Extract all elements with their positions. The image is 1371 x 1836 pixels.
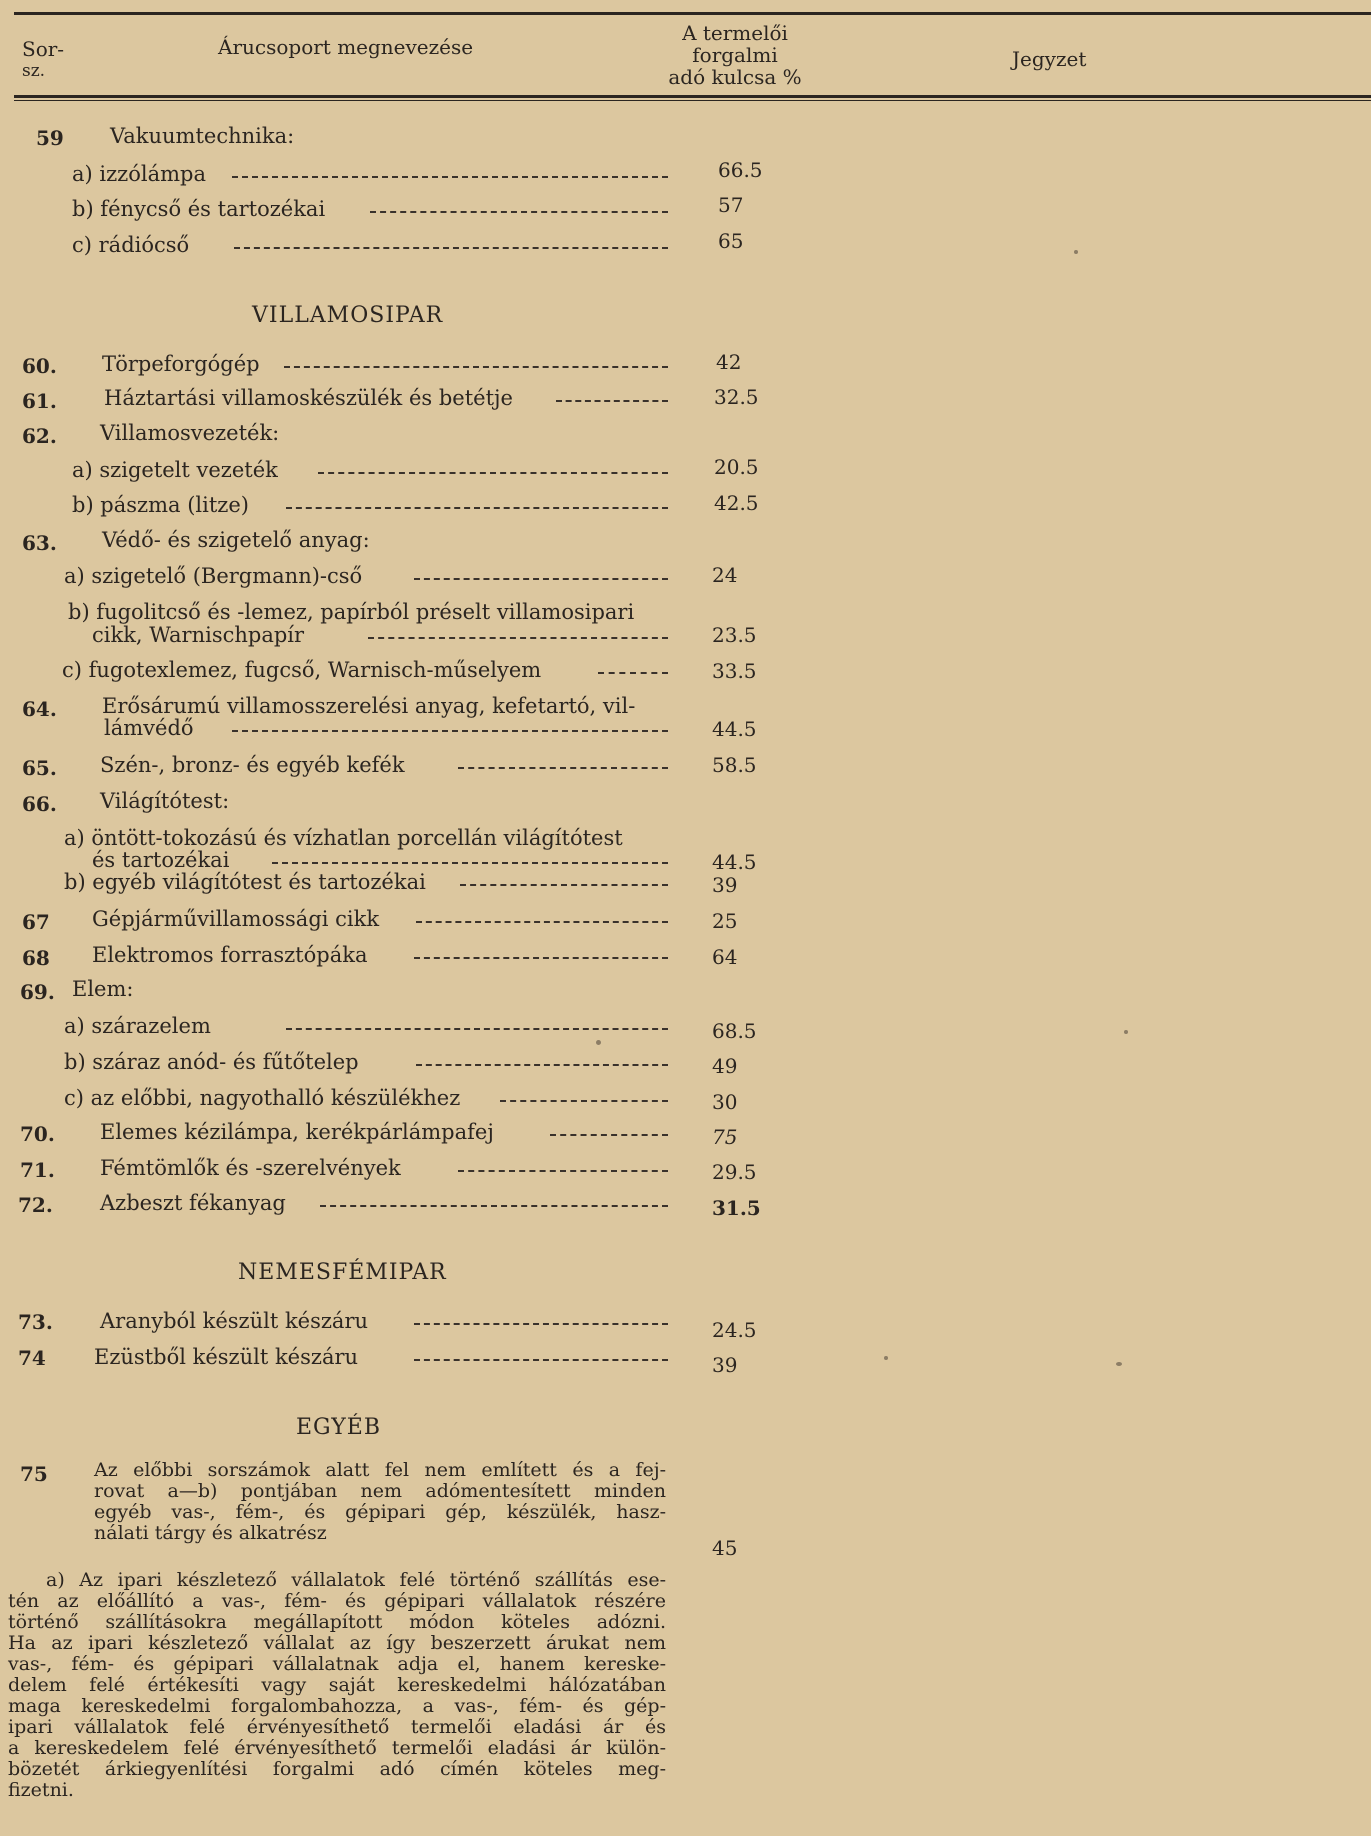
leader-dashes — [234, 247, 668, 249]
row-label: Háztartási villamoskészülék és betétje — [104, 386, 513, 410]
header-bottom-rule — [14, 95, 1371, 98]
row-number: 75 — [20, 1462, 48, 1486]
tax-rate-value: 45 — [712, 1536, 738, 1560]
tax-rate-value: 42 — [716, 350, 742, 374]
tax-rate-value: 39 — [712, 1353, 738, 1377]
section-heading-villamosipar: VILLAMOSIPAR — [252, 303, 444, 328]
tax-rate-value: 68.5 — [712, 1019, 757, 1043]
tax-rate-value: 57 — [718, 193, 744, 217]
row-number: 69. — [20, 980, 55, 1004]
leader-dashes — [550, 1134, 668, 1136]
row-label-continued: és tartozékai — [92, 848, 230, 872]
row-label: a) szárazelem — [64, 1014, 211, 1038]
row-label: b) fénycső és tartozékai — [72, 197, 326, 221]
column-header-number-line1: Sor- — [22, 37, 65, 61]
leader-dashes — [286, 1028, 668, 1030]
leader-dashes — [272, 862, 668, 864]
column-header-number — [22, 38, 64, 82]
row-label: Villamosvezeték: — [100, 421, 280, 445]
column-header-name: Árucsoport megnevezése — [218, 35, 474, 59]
row-label: Törpeforgógép — [102, 352, 260, 376]
footnote-line: a) Az ipari készletező vállalatok felé történő szállítás ese- — [46, 1569, 666, 1591]
paper-speck — [1116, 1362, 1122, 1366]
tax-rate-value: 64 — [712, 945, 738, 969]
tax-rate-value: 33.5 — [712, 659, 757, 683]
header-top-rule — [14, 12, 1371, 15]
row-label: Elemes kézilámpa, kerékpárlámpafej — [100, 1120, 494, 1144]
tax-rate-value: 24 — [712, 563, 738, 587]
description-line: rovat a—b) pontjában nem adómentesített minden — [94, 1480, 666, 1502]
leader-dashes — [370, 211, 668, 213]
row-label: a) szigetelő (Bergmann)-cső — [64, 564, 363, 588]
paper-speck — [1124, 1030, 1128, 1034]
tax-rate-value: 42.5 — [714, 491, 759, 515]
paper-speck — [1074, 250, 1078, 254]
leader-dashes — [414, 578, 668, 580]
leader-dashes — [500, 1100, 668, 1102]
leader-dashes — [368, 637, 668, 639]
leader-dashes — [416, 1064, 668, 1066]
row-label: Azbeszt fékanyag — [100, 1191, 286, 1215]
leader-dashes — [414, 1359, 668, 1361]
tax-rate-value: 24.5 — [712, 1318, 757, 1342]
column-header-rate — [660, 22, 810, 88]
row-label: Elektromos forrasztópáka — [92, 943, 368, 967]
row-number: 74 — [18, 1346, 46, 1370]
row-label: Védő- és szigetelő anyag: — [102, 528, 370, 552]
footnote-a — [8, 1570, 666, 1801]
tax-rate-value: 23.5 — [712, 623, 757, 647]
leader-dashes — [414, 957, 668, 959]
section-heading-egyeb: EGYÉB — [296, 1415, 381, 1440]
row-label: a) öntött-tokozású és vízhatlan porcellán világítótest — [64, 826, 623, 850]
leader-dashes — [416, 921, 668, 923]
leader-dashes — [232, 730, 668, 732]
row-label: Aranyból készült készáru — [100, 1309, 369, 1333]
leader-dashes — [286, 507, 668, 509]
row-number: 64. — [22, 697, 57, 721]
row-label: b) egyéb világítótest és tartozékai — [64, 870, 426, 894]
column-header-rate-line3: adó kulcsa % — [668, 65, 802, 89]
row-label-continued: lámvédő — [104, 716, 194, 740]
row-75-description — [94, 1460, 666, 1544]
footnote-line: maga kereskedelmi forgalombahozza, a vas-, fém- és gép- — [8, 1695, 666, 1717]
column-header-rate-line2: forgalmi — [692, 43, 778, 67]
paper-speck — [596, 1040, 601, 1045]
row-label: Gépjárművillamossági cikk — [92, 907, 380, 931]
column-header-note: Jegyzet — [1012, 47, 1087, 71]
row-label: Elem: — [72, 977, 134, 1001]
row-number: 67 — [22, 910, 50, 934]
leader-dashes — [556, 400, 668, 402]
leader-dashes — [318, 472, 668, 474]
tax-rate-value: 65 — [718, 229, 744, 253]
footnote-line: fizetni. — [8, 1779, 74, 1801]
footnote-line: a kereskedelem felé érvényesíthető termelői eladási ár külön- — [8, 1737, 666, 1759]
row-number: 63. — [22, 531, 57, 555]
row-label-continued: cikk, Warnischpapír — [92, 623, 305, 647]
description-line: egyéb vas-, fém-, és gépipari gép, készülék, hasz- — [94, 1501, 666, 1523]
leader-dashes — [232, 176, 668, 178]
row-label: a) szigetelt vezeték — [72, 458, 278, 482]
footnote-line: Ha az ipari készletező vállalat az így beszerzett árukat nem — [8, 1632, 666, 1654]
tax-rate-value: 32.5 — [714, 385, 759, 409]
row-number: 61. — [22, 389, 57, 413]
row-label: Ezüstből készült készáru — [94, 1345, 359, 1369]
leader-dashes — [284, 366, 668, 368]
row-label: b) fugolitcső és -lemez, papírból préselt villamosipari — [68, 600, 635, 624]
leader-dashes — [414, 1323, 668, 1325]
row-label: Világítótest: — [100, 789, 230, 813]
footnote-line: tén az előállító a vas-, fém- és gépipari vállalatok részére — [8, 1590, 666, 1612]
tax-rate-value: 31.5 — [712, 1196, 761, 1220]
row-number: 60. — [22, 354, 57, 378]
leader-dashes — [458, 767, 668, 769]
tax-rate-value: 29.5 — [712, 1160, 757, 1184]
footnote-line: vas-, fém- és gépipari vállalatnak adja el, hanem kereske- — [8, 1653, 666, 1675]
tax-rate-value: 75 — [712, 1125, 738, 1149]
row-number: 73. — [18, 1310, 53, 1334]
row-number: 66. — [22, 792, 57, 816]
column-header-rate-line1: A termelői — [682, 21, 788, 45]
row-label: Szén-, bronz- és egyéb kefék — [100, 753, 405, 777]
tax-rate-value: 58.5 — [712, 753, 757, 777]
description-line: nálati tárgy és alkatrész — [94, 1522, 327, 1544]
row-label: c) fugotexlemez, fugcső, Warnisch-műselyem — [62, 658, 542, 682]
row-label: Erősárumú villamosszerelési anyag, kefetartó, vil- — [102, 694, 636, 718]
row-label: c) rádiócső — [72, 233, 190, 257]
footnote-line: bözetét árkiegyenlítési forgalmi adó címén köteles meg- — [8, 1758, 666, 1780]
description-line: Az előbbi sorszámok alatt fel nem említett és a fej- — [94, 1459, 666, 1481]
footnote-line: történő szállításokra megállapított módon köteles adózni. — [8, 1611, 666, 1633]
row-label: b) száraz anód- és fűtőtelep — [64, 1050, 359, 1074]
tax-rate-value: 44.5 — [712, 717, 757, 741]
row-number: 70. — [20, 1122, 55, 1146]
row-number: 62. — [22, 424, 57, 448]
row-number: 59 — [36, 126, 64, 150]
column-header-number-line2: sz. — [22, 61, 46, 81]
footnote-line: ipari vállalatok felé érvényesíthető termelői eladási ár és — [8, 1716, 666, 1738]
row-label: a) izzólámpa — [72, 162, 206, 186]
leader-dashes — [598, 672, 668, 674]
tax-rate-value: 25 — [712, 909, 738, 933]
leader-dashes — [320, 1205, 668, 1207]
tax-rate-value: 44.5 — [712, 850, 757, 874]
footnote-line: delem felé értékesíti vagy saját kereskedelmi hálózatában — [8, 1674, 666, 1696]
row-label: b) pászma (litze) — [72, 493, 249, 517]
row-number: 68 — [22, 946, 50, 970]
leader-dashes — [458, 1170, 668, 1172]
tax-rate-value: 39 — [712, 873, 738, 897]
row-number: 71. — [20, 1158, 55, 1182]
row-label: Fémtömlők és -szerelvények — [100, 1156, 401, 1180]
tax-rate-value: 20.5 — [714, 455, 759, 479]
tax-rate-value: 49 — [712, 1054, 738, 1078]
header-bottom-rule-2 — [14, 100, 1371, 101]
row-number: 65. — [22, 756, 57, 780]
section-heading-nemesfemipar: NEMESFÉMIPAR — [238, 1260, 447, 1285]
tax-rate-value: 66.5 — [718, 158, 763, 182]
paper-speck — [884, 1356, 888, 1360]
row-label: c) az előbbi, nagyothalló készülékhez — [64, 1086, 461, 1110]
tax-rate-value: 30 — [712, 1090, 738, 1114]
row-number: 72. — [18, 1193, 53, 1217]
leader-dashes — [460, 884, 668, 886]
row-label: Vakuumtechnika: — [110, 124, 295, 148]
